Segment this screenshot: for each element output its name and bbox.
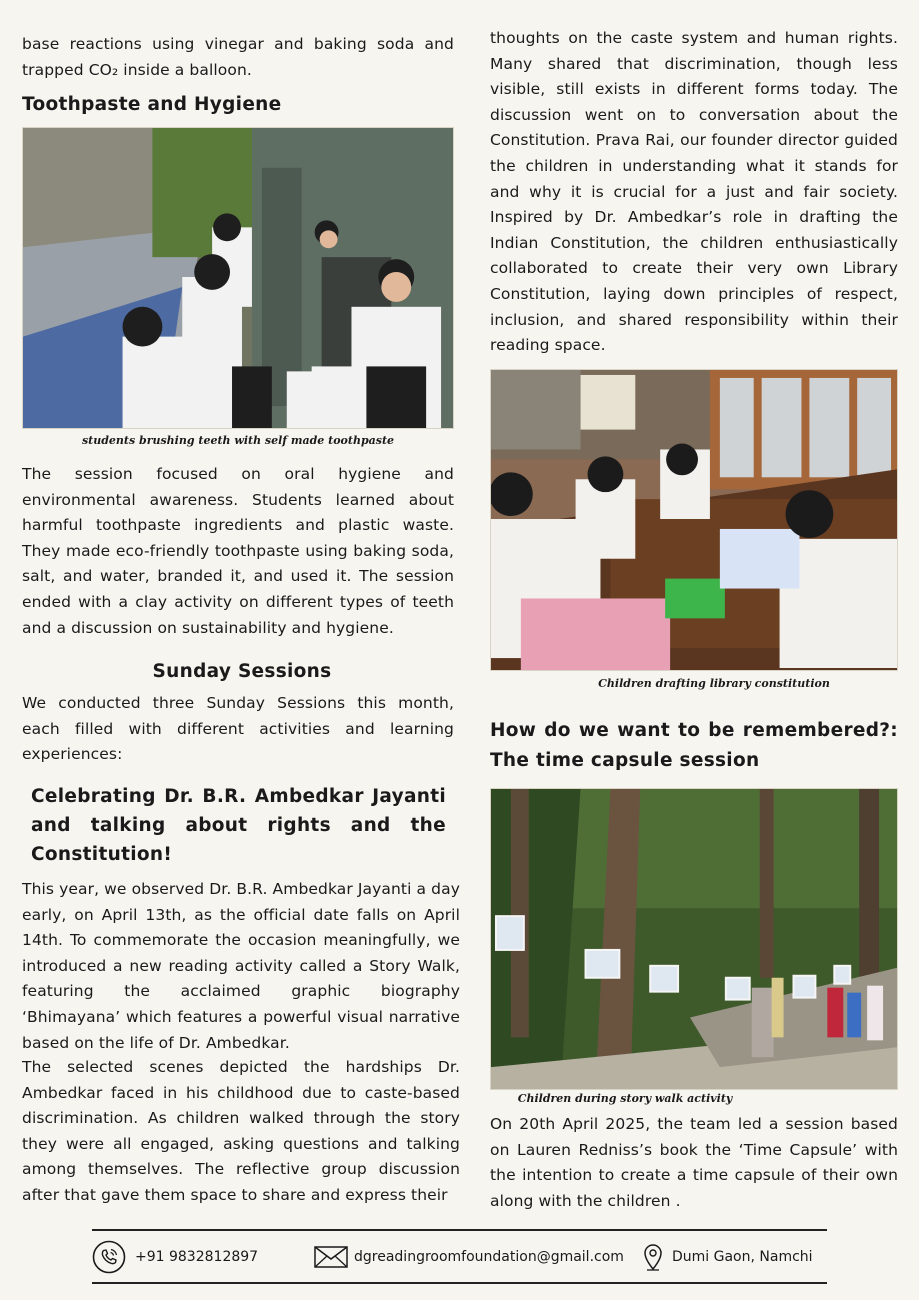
ambedkar-heading: Celebrating Dr. B.R. Ambedkar Jayanti and talking about rights and the Constitution! — [31, 786, 446, 865]
sunday-heading: Sunday Sessions — [152, 661, 332, 682]
email-address: dgreadingroomfoundation@gmail.com — [354, 1249, 624, 1265]
footer-bottom-rule — [92, 1282, 827, 1284]
capsule-heading: How do we want to be remembered?: The time capsule session — [490, 720, 898, 771]
capsule-paragraph: On 20th April 2025, the team led a session based on Lauren Redniss’s book the ‘Time Capsule’ with the intention to create a time capsule of their own along with the children . — [490, 1115, 898, 1210]
ambedkar-paragraph-1: This year, we observed Dr. B.R. Ambedkar Jayanti a day early, on April 13th, as the official date falls on April 14th. To commemorate the occasion meaningfully, we introduced a new reading activity called a Story Walk, featuring the acclaimed graphic biography ‘Bhimayana’ which features a powerful visual narrative based on the life of Dr. Ambedkar. — [22, 880, 460, 1052]
toothpaste-photo — [22, 127, 454, 429]
location-pin-icon — [642, 1243, 664, 1271]
location-text: Dumi Gaon, Namchi — [672, 1249, 813, 1265]
storywalk-photo — [490, 788, 898, 1090]
continued-paragraph: thoughts on the caste system and human rights. Many shared that discrimination, though less visible, still exists in different forms today. The discussion went on to conversation about the Constitution. Prava Rai, our founder director guided the children in understanding what it stands for and why it is crucial for a just and fair society. Inspired by Dr. Ambedkar’s role in drafting the Indian Constitution, the children enthusiastically collaborated to create their very own Library Constitution, laying down principles of respect, inclusion, and shared responsibility within their reading space. — [490, 29, 898, 355]
library-caption: Children drafting library constitution — [598, 677, 830, 690]
toothpaste-caption: students brushing teeth with self made toothpaste — [81, 434, 395, 447]
footer-top-rule — [92, 1229, 827, 1231]
ambedkar-paragraph-2: The selected scenes depicted the hardships Dr. Ambedkar faced in his childhood due to caste-based discrimination. As children walked through the story they were all engaged, asking questions and talking among themselves. The reflective group discussion after that gave them space to share and express their — [22, 1058, 460, 1204]
sunday-paragraph: We conducted three Sunday Sessions this month, each filled with different activities and learning experiences: — [22, 694, 454, 764]
footer-location[interactable] — [642, 1236, 813, 1278]
footer — [92, 1236, 827, 1278]
toothpaste-heading: Toothpaste and Hygiene — [22, 94, 282, 115]
toothpaste-paragraph: The session focused on oral hygiene and environmental awareness. Students learned about harmful toothpaste ingredients and plastic waste. They made eco-friendly toothpaste using baking soda, salt, and water, branded it, and used it. The session ended with a clay activity on different types of teeth and a discussion on sustainability and hygiene. — [22, 465, 454, 637]
phone-icon — [92, 1240, 126, 1274]
library-photo — [490, 369, 898, 671]
footer-phone[interactable] — [92, 1236, 258, 1278]
phone-number: +91 9832812897 — [135, 1249, 259, 1265]
intro-paragraph: base reactions using vinegar and baking soda and trapped CO₂ inside a balloon. — [22, 35, 454, 79]
mail-icon — [314, 1245, 348, 1269]
storywalk-caption: Children during story walk activity — [517, 1092, 733, 1105]
footer-email[interactable] — [314, 1236, 624, 1278]
